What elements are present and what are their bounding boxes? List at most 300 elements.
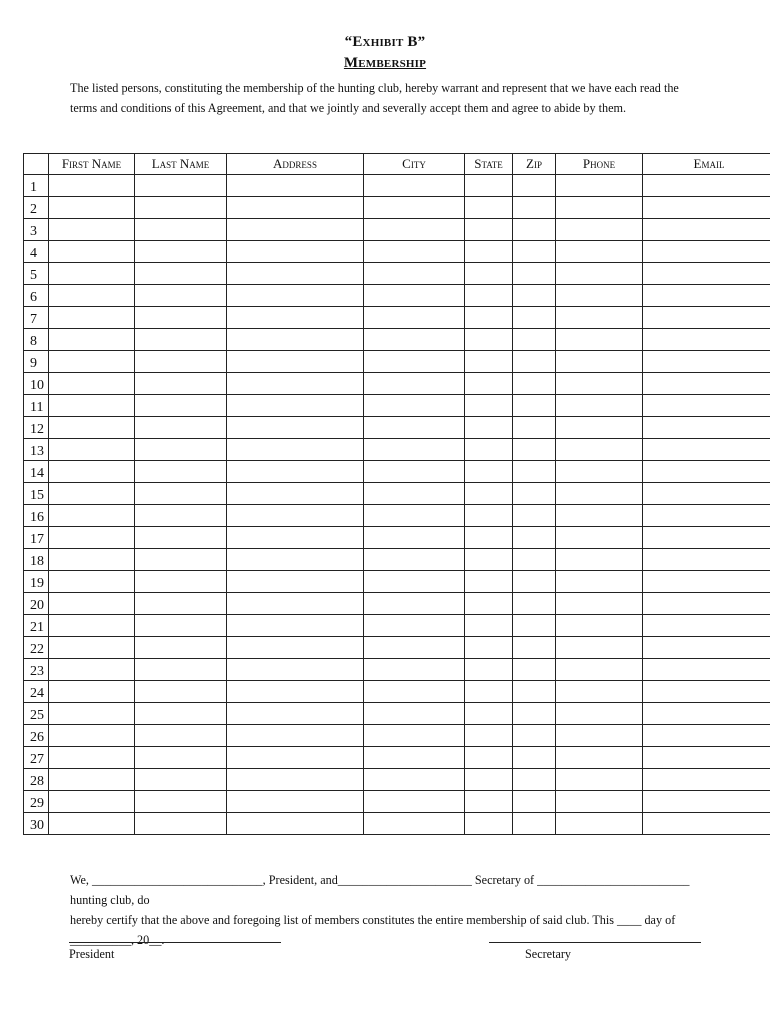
entry-cell[interactable] xyxy=(135,417,227,439)
entry-cell[interactable] xyxy=(465,791,513,813)
entry-cell[interactable] xyxy=(135,791,227,813)
table-row xyxy=(24,791,770,813)
entry-cell[interactable] xyxy=(465,725,513,747)
entry-cell[interactable] xyxy=(513,307,556,329)
entry-cell[interactable] xyxy=(556,461,643,483)
row-number: 7 xyxy=(24,307,49,329)
table-row xyxy=(24,219,770,241)
row-number: 18 xyxy=(24,549,49,571)
entry-cell[interactable] xyxy=(513,285,556,307)
entry-cell[interactable] xyxy=(556,351,643,373)
entry-cell[interactable] xyxy=(643,241,770,263)
table-row xyxy=(24,197,770,219)
entry-cell[interactable] xyxy=(135,725,227,747)
entry-cell[interactable] xyxy=(465,703,513,725)
entry-cell[interactable] xyxy=(364,659,465,681)
entry-cell[interactable] xyxy=(135,747,227,769)
entry-cell[interactable] xyxy=(49,461,135,483)
row-number: 16 xyxy=(24,505,49,527)
table-row xyxy=(24,527,770,549)
entry-cell[interactable] xyxy=(227,373,364,395)
entry-cell[interactable] xyxy=(135,197,227,219)
table-row xyxy=(24,175,770,197)
entry-cell[interactable] xyxy=(513,505,556,527)
entry-cell[interactable] xyxy=(513,197,556,219)
entry-cell[interactable] xyxy=(227,703,364,725)
entry-cell[interactable] xyxy=(556,197,643,219)
entry-cell[interactable] xyxy=(227,527,364,549)
table-row xyxy=(24,549,770,571)
entry-cell[interactable] xyxy=(227,219,364,241)
table-row xyxy=(24,461,770,483)
entry-cell[interactable] xyxy=(556,373,643,395)
entry-cell[interactable] xyxy=(643,197,770,219)
entry-cell[interactable] xyxy=(465,483,513,505)
entry-cell[interactable] xyxy=(513,637,556,659)
entry-cell[interactable] xyxy=(364,505,465,527)
entry-cell[interactable] xyxy=(227,307,364,329)
entry-cell[interactable] xyxy=(556,241,643,263)
row-number: 2 xyxy=(24,197,49,219)
entry-cell[interactable] xyxy=(643,307,770,329)
entry-cell[interactable] xyxy=(513,417,556,439)
column-header: City xyxy=(364,154,465,175)
entry-cell[interactable] xyxy=(135,461,227,483)
entry-cell[interactable] xyxy=(556,439,643,461)
entry-cell[interactable] xyxy=(135,219,227,241)
entry-cell[interactable] xyxy=(643,637,770,659)
entry-cell[interactable] xyxy=(49,571,135,593)
entry-cell[interactable] xyxy=(49,351,135,373)
column-header: First Name xyxy=(49,154,135,175)
entry-cell[interactable] xyxy=(513,571,556,593)
row-number: 17 xyxy=(24,527,49,549)
entry-cell[interactable] xyxy=(227,659,364,681)
row-number: 22 xyxy=(24,637,49,659)
entry-cell[interactable] xyxy=(513,351,556,373)
entry-cell[interactable] xyxy=(465,769,513,791)
entry-cell[interactable] xyxy=(513,395,556,417)
row-number: 12 xyxy=(24,417,49,439)
entry-cell[interactable] xyxy=(556,483,643,505)
entry-cell[interactable] xyxy=(513,659,556,681)
entry-cell[interactable] xyxy=(513,681,556,703)
row-number: 1 xyxy=(24,175,49,197)
entry-cell[interactable] xyxy=(227,637,364,659)
entry-cell[interactable] xyxy=(49,527,135,549)
entry-cell[interactable] xyxy=(556,681,643,703)
president-signature-line[interactable] xyxy=(69,942,281,943)
table-row xyxy=(24,373,770,395)
entry-cell[interactable] xyxy=(364,791,465,813)
entry-cell[interactable] xyxy=(556,505,643,527)
entry-cell[interactable] xyxy=(513,769,556,791)
entry-cell[interactable] xyxy=(643,769,770,791)
entry-cell[interactable] xyxy=(643,505,770,527)
entry-cell[interactable] xyxy=(556,791,643,813)
entry-cell[interactable] xyxy=(364,769,465,791)
entry-cell[interactable] xyxy=(643,285,770,307)
entry-cell[interactable] xyxy=(556,769,643,791)
entry-cell[interactable] xyxy=(49,615,135,637)
entry-cell[interactable] xyxy=(364,307,465,329)
entry-cell[interactable] xyxy=(465,439,513,461)
secretary-label: Secretary xyxy=(525,947,572,961)
entry-cell[interactable] xyxy=(135,659,227,681)
entry-cell[interactable] xyxy=(465,747,513,769)
table-row xyxy=(24,681,770,703)
entry-cell[interactable] xyxy=(643,263,770,285)
entry-cell[interactable] xyxy=(135,483,227,505)
entry-cell[interactable] xyxy=(135,769,227,791)
entry-cell[interactable] xyxy=(643,483,770,505)
row-number: 14 xyxy=(24,461,49,483)
entry-cell[interactable] xyxy=(513,703,556,725)
entry-cell[interactable] xyxy=(513,329,556,351)
entry-cell[interactable] xyxy=(513,461,556,483)
entry-cell[interactable] xyxy=(513,813,556,835)
entry-cell[interactable] xyxy=(49,241,135,263)
entry-cell[interactable] xyxy=(49,395,135,417)
entry-cell[interactable] xyxy=(227,593,364,615)
entry-cell[interactable] xyxy=(364,241,465,263)
entry-cell[interactable] xyxy=(556,219,643,241)
entry-cell[interactable] xyxy=(135,615,227,637)
entry-cell[interactable] xyxy=(465,615,513,637)
entry-cell[interactable] xyxy=(364,681,465,703)
entry-cell[interactable] xyxy=(513,263,556,285)
entry-cell[interactable] xyxy=(227,263,364,285)
entry-cell[interactable] xyxy=(643,747,770,769)
entry-cell[interactable] xyxy=(227,417,364,439)
entry-cell[interactable] xyxy=(643,417,770,439)
entry-cell[interactable] xyxy=(643,373,770,395)
entry-cell[interactable] xyxy=(49,637,135,659)
entry-cell[interactable] xyxy=(643,681,770,703)
entry-cell[interactable] xyxy=(135,571,227,593)
entry-cell[interactable] xyxy=(49,791,135,813)
entry-cell[interactable] xyxy=(227,241,364,263)
entry-cell[interactable] xyxy=(643,219,770,241)
entry-cell[interactable] xyxy=(513,615,556,637)
entry-cell[interactable] xyxy=(556,725,643,747)
row-number: 23 xyxy=(24,659,49,681)
entry-cell[interactable] xyxy=(364,285,465,307)
entry-cell[interactable] xyxy=(513,219,556,241)
entry-cell[interactable] xyxy=(227,329,364,351)
entry-cell[interactable] xyxy=(227,725,364,747)
entry-cell[interactable] xyxy=(643,725,770,747)
entry-cell[interactable] xyxy=(49,373,135,395)
entry-cell[interactable] xyxy=(556,571,643,593)
certification-line-2: hereby certify that the above and foregoing list of members constitutes the entire membership of said club. This ____ day of __________, 20__. xyxy=(70,913,676,947)
row-number: 15 xyxy=(24,483,49,505)
entry-cell[interactable] xyxy=(227,681,364,703)
entry-cell[interactable] xyxy=(364,373,465,395)
entry-cell[interactable] xyxy=(465,329,513,351)
president-label: President xyxy=(69,947,115,961)
entry-cell[interactable] xyxy=(227,505,364,527)
row-number: 30 xyxy=(24,813,49,835)
table-row xyxy=(24,307,770,329)
entry-cell[interactable] xyxy=(49,549,135,571)
entry-cell[interactable] xyxy=(227,175,364,197)
entry-cell[interactable] xyxy=(227,461,364,483)
entry-cell[interactable] xyxy=(49,681,135,703)
entry-cell[interactable] xyxy=(227,549,364,571)
entry-cell[interactable] xyxy=(465,219,513,241)
entry-cell[interactable] xyxy=(643,549,770,571)
entry-cell[interactable] xyxy=(49,703,135,725)
entry-cell[interactable] xyxy=(227,747,364,769)
entry-cell[interactable] xyxy=(465,197,513,219)
table-row xyxy=(24,351,770,373)
entry-cell[interactable] xyxy=(556,593,643,615)
row-number: 3 xyxy=(24,219,49,241)
entry-cell[interactable] xyxy=(49,439,135,461)
entry-cell[interactable] xyxy=(364,263,465,285)
membership-table xyxy=(23,153,770,835)
entry-cell[interactable] xyxy=(49,197,135,219)
entry-cell[interactable] xyxy=(643,461,770,483)
entry-cell[interactable] xyxy=(643,593,770,615)
entry-cell[interactable] xyxy=(49,285,135,307)
entry-cell[interactable] xyxy=(135,373,227,395)
entry-cell[interactable] xyxy=(643,703,770,725)
entry-cell[interactable] xyxy=(364,549,465,571)
entry-cell[interactable] xyxy=(49,417,135,439)
entry-cell[interactable] xyxy=(643,571,770,593)
entry-cell[interactable] xyxy=(643,615,770,637)
entry-cell[interactable] xyxy=(513,725,556,747)
entry-cell[interactable] xyxy=(227,571,364,593)
entry-cell[interactable] xyxy=(556,175,643,197)
entry-cell[interactable] xyxy=(513,549,556,571)
table-row xyxy=(24,813,770,835)
entry-cell[interactable] xyxy=(465,637,513,659)
entry-cell[interactable] xyxy=(135,329,227,351)
entry-cell[interactable] xyxy=(364,725,465,747)
entry-cell[interactable] xyxy=(556,615,643,637)
entry-cell[interactable] xyxy=(135,439,227,461)
entry-cell[interactable] xyxy=(513,175,556,197)
entry-cell[interactable] xyxy=(135,813,227,835)
table-row xyxy=(24,505,770,527)
entry-cell[interactable] xyxy=(135,527,227,549)
entry-cell[interactable] xyxy=(556,395,643,417)
entry-cell[interactable] xyxy=(135,637,227,659)
entry-cell[interactable] xyxy=(643,439,770,461)
row-number: 13 xyxy=(24,439,49,461)
entry-cell[interactable] xyxy=(465,461,513,483)
entry-cell[interactable] xyxy=(513,373,556,395)
entry-cell[interactable] xyxy=(227,615,364,637)
entry-cell[interactable] xyxy=(135,549,227,571)
entry-cell[interactable] xyxy=(227,351,364,373)
entry-cell[interactable] xyxy=(556,813,643,835)
document-subtitle: Membership xyxy=(343,55,427,71)
entry-cell[interactable] xyxy=(465,681,513,703)
entry-cell[interactable] xyxy=(556,637,643,659)
entry-cell[interactable] xyxy=(465,549,513,571)
table-row xyxy=(24,725,770,747)
entry-cell[interactable] xyxy=(364,219,465,241)
entry-cell[interactable] xyxy=(135,175,227,197)
entry-cell[interactable] xyxy=(556,549,643,571)
column-header: Address xyxy=(227,154,364,175)
entry-cell[interactable] xyxy=(513,439,556,461)
table-row xyxy=(24,417,770,439)
entry-cell[interactable] xyxy=(465,813,513,835)
entry-cell[interactable] xyxy=(49,505,135,527)
table-row xyxy=(24,703,770,725)
entry-cell[interactable] xyxy=(364,351,465,373)
entry-cell[interactable] xyxy=(49,769,135,791)
entry-cell[interactable] xyxy=(556,307,643,329)
entry-cell[interactable] xyxy=(364,747,465,769)
entry-cell[interactable] xyxy=(49,725,135,747)
entry-cell[interactable] xyxy=(135,703,227,725)
table-row xyxy=(24,439,770,461)
entry-cell[interactable] xyxy=(364,527,465,549)
entry-cell[interactable] xyxy=(364,439,465,461)
entry-cell[interactable] xyxy=(465,395,513,417)
entry-cell[interactable] xyxy=(643,329,770,351)
entry-cell[interactable] xyxy=(465,659,513,681)
table-row xyxy=(24,263,770,285)
entry-cell[interactable] xyxy=(465,285,513,307)
row-number: 29 xyxy=(24,791,49,813)
entry-cell[interactable] xyxy=(556,527,643,549)
entry-cell[interactable] xyxy=(513,241,556,263)
entry-cell[interactable] xyxy=(364,197,465,219)
entry-cell[interactable] xyxy=(643,659,770,681)
entry-cell[interactable] xyxy=(49,307,135,329)
entry-cell[interactable] xyxy=(135,241,227,263)
entry-cell[interactable] xyxy=(364,615,465,637)
entry-cell[interactable] xyxy=(227,395,364,417)
entry-cell[interactable] xyxy=(227,791,364,813)
entry-cell[interactable] xyxy=(465,505,513,527)
entry-cell[interactable] xyxy=(643,175,770,197)
entry-cell[interactable] xyxy=(227,769,364,791)
entry-cell[interactable] xyxy=(364,461,465,483)
entry-cell[interactable] xyxy=(227,285,364,307)
entry-cell[interactable] xyxy=(364,571,465,593)
row-number: 8 xyxy=(24,329,49,351)
entry-cell[interactable] xyxy=(465,593,513,615)
entry-cell[interactable] xyxy=(556,703,643,725)
entry-cell[interactable] xyxy=(465,307,513,329)
entry-cell[interactable] xyxy=(227,483,364,505)
entry-cell[interactable] xyxy=(465,571,513,593)
entry-cell[interactable] xyxy=(135,593,227,615)
entry-cell[interactable] xyxy=(227,197,364,219)
entry-cell[interactable] xyxy=(643,395,770,417)
certification-statement xyxy=(70,870,710,950)
entry-cell[interactable] xyxy=(49,813,135,835)
entry-cell[interactable] xyxy=(643,791,770,813)
table-row xyxy=(24,769,770,791)
entry-cell[interactable] xyxy=(513,483,556,505)
entry-cell[interactable] xyxy=(643,351,770,373)
row-number-header xyxy=(24,154,49,175)
entry-cell[interactable] xyxy=(135,263,227,285)
entry-cell[interactable] xyxy=(135,505,227,527)
entry-cell[interactable] xyxy=(556,263,643,285)
entry-cell[interactable] xyxy=(364,395,465,417)
table-row xyxy=(24,615,770,637)
entry-cell[interactable] xyxy=(49,175,135,197)
entry-cell[interactable] xyxy=(364,813,465,835)
row-number: 6 xyxy=(24,285,49,307)
entry-cell[interactable] xyxy=(364,703,465,725)
entry-cell[interactable] xyxy=(135,307,227,329)
entry-cell[interactable] xyxy=(513,593,556,615)
table-row xyxy=(24,285,770,307)
entry-cell[interactable] xyxy=(49,659,135,681)
entry-cell[interactable] xyxy=(556,417,643,439)
entry-cell[interactable] xyxy=(364,637,465,659)
entry-cell[interactable] xyxy=(49,219,135,241)
entry-cell[interactable] xyxy=(556,285,643,307)
entry-cell[interactable] xyxy=(643,527,770,549)
entry-cell[interactable] xyxy=(135,285,227,307)
row-number: 24 xyxy=(24,681,49,703)
entry-cell[interactable] xyxy=(364,483,465,505)
entry-cell[interactable] xyxy=(513,791,556,813)
entry-cell[interactable] xyxy=(465,175,513,197)
entry-cell[interactable] xyxy=(227,439,364,461)
table-row xyxy=(24,483,770,505)
table-row xyxy=(24,659,770,681)
entry-cell[interactable] xyxy=(135,395,227,417)
entry-cell[interactable] xyxy=(364,329,465,351)
secretary-signature-line[interactable] xyxy=(489,942,701,943)
row-number: 25 xyxy=(24,703,49,725)
entry-cell[interactable] xyxy=(227,813,364,835)
entry-cell[interactable] xyxy=(513,527,556,549)
entry-cell[interactable] xyxy=(49,263,135,285)
entry-cell[interactable] xyxy=(465,417,513,439)
entry-cell[interactable] xyxy=(465,351,513,373)
entry-cell[interactable] xyxy=(135,681,227,703)
entry-cell[interactable] xyxy=(556,659,643,681)
entry-cell[interactable] xyxy=(364,417,465,439)
entry-cell[interactable] xyxy=(643,813,770,835)
entry-cell[interactable] xyxy=(49,593,135,615)
entry-cell[interactable] xyxy=(49,329,135,351)
entry-cell[interactable] xyxy=(364,175,465,197)
entry-cell[interactable] xyxy=(49,483,135,505)
entry-cell[interactable] xyxy=(364,593,465,615)
entry-cell[interactable] xyxy=(49,747,135,769)
entry-cell[interactable] xyxy=(465,263,513,285)
entry-cell[interactable] xyxy=(465,527,513,549)
column-header: Phone xyxy=(556,154,643,175)
entry-cell[interactable] xyxy=(556,329,643,351)
row-number: 11 xyxy=(24,395,49,417)
entry-cell[interactable] xyxy=(556,747,643,769)
table-header-row xyxy=(24,154,770,175)
entry-cell[interactable] xyxy=(513,747,556,769)
entry-cell[interactable] xyxy=(135,351,227,373)
entry-cell[interactable] xyxy=(465,241,513,263)
table-row xyxy=(24,395,770,417)
row-number: 5 xyxy=(24,263,49,285)
entry-cell[interactable] xyxy=(465,373,513,395)
table-row xyxy=(24,747,770,769)
